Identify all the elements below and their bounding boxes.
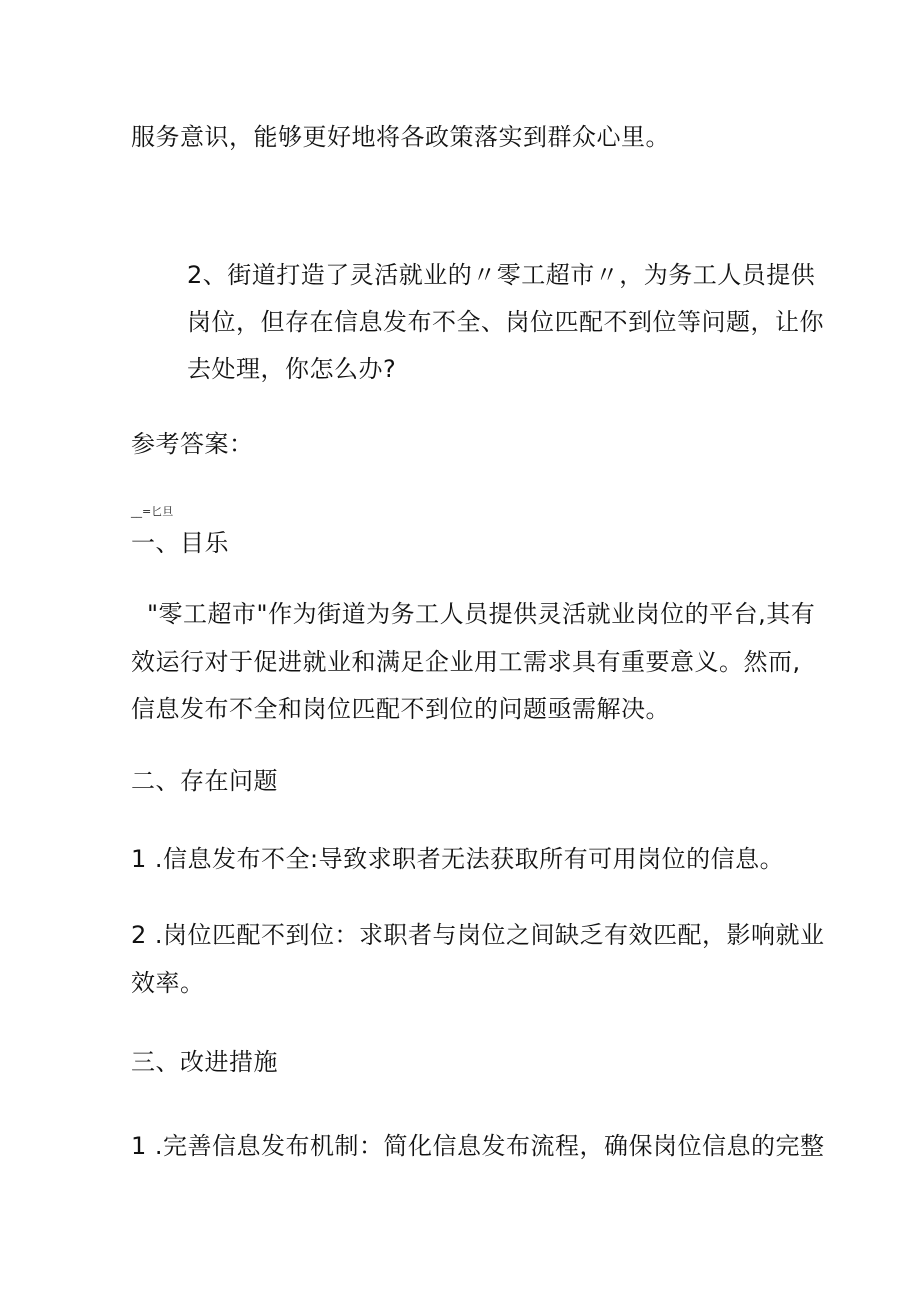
answer-label: 参考答案： xyxy=(131,430,254,458)
intro-line-1: "零工超市"作为街道为务工人员提供灵活就业岗位的平台,其有 xyxy=(147,600,816,628)
problem-item-1: 1 .信息发布不全:导致求职者无法获取所有可用岗位的信息。 xyxy=(131,845,785,873)
paragraph-service-awareness: 服务意识，能够更好地将各政策落实到群众心里。 xyxy=(131,123,670,151)
question-line-1: 2、街道打造了灵活就业的〃零工超市〃，为务工人员提供 xyxy=(187,261,816,289)
intro-line-2: 效运行对于促进就业和满足企业用工需求具有重要意义。然而, xyxy=(131,648,801,676)
intro-line-3: 信息发布不全和岗位匹配不到位的问题亟需解决。 xyxy=(131,695,670,723)
problem-item-2-line-1: 2 .岗位匹配不到位：求职者与岗位之间缺乏有效匹配，影响就业 xyxy=(131,921,825,949)
heading-measures: 三、改进措施 xyxy=(131,1048,278,1076)
question-line-2: 岗位，但存在信息发布不全、岗位匹配不到位等问题，让你 xyxy=(187,308,824,336)
heading-goal: 一、目乐 xyxy=(131,529,229,557)
small-note: __=匕旦 xyxy=(131,505,174,518)
heading-problems: 二、存在问题 xyxy=(131,767,278,795)
problem-item-2-line-2: 效率。 xyxy=(131,969,205,997)
question-line-3: 去处理，你怎么办? xyxy=(187,355,397,383)
measure-item-1: 1 .完善信息发布机制：简化信息发布流程，确保岗位信息的完整 xyxy=(131,1132,825,1160)
